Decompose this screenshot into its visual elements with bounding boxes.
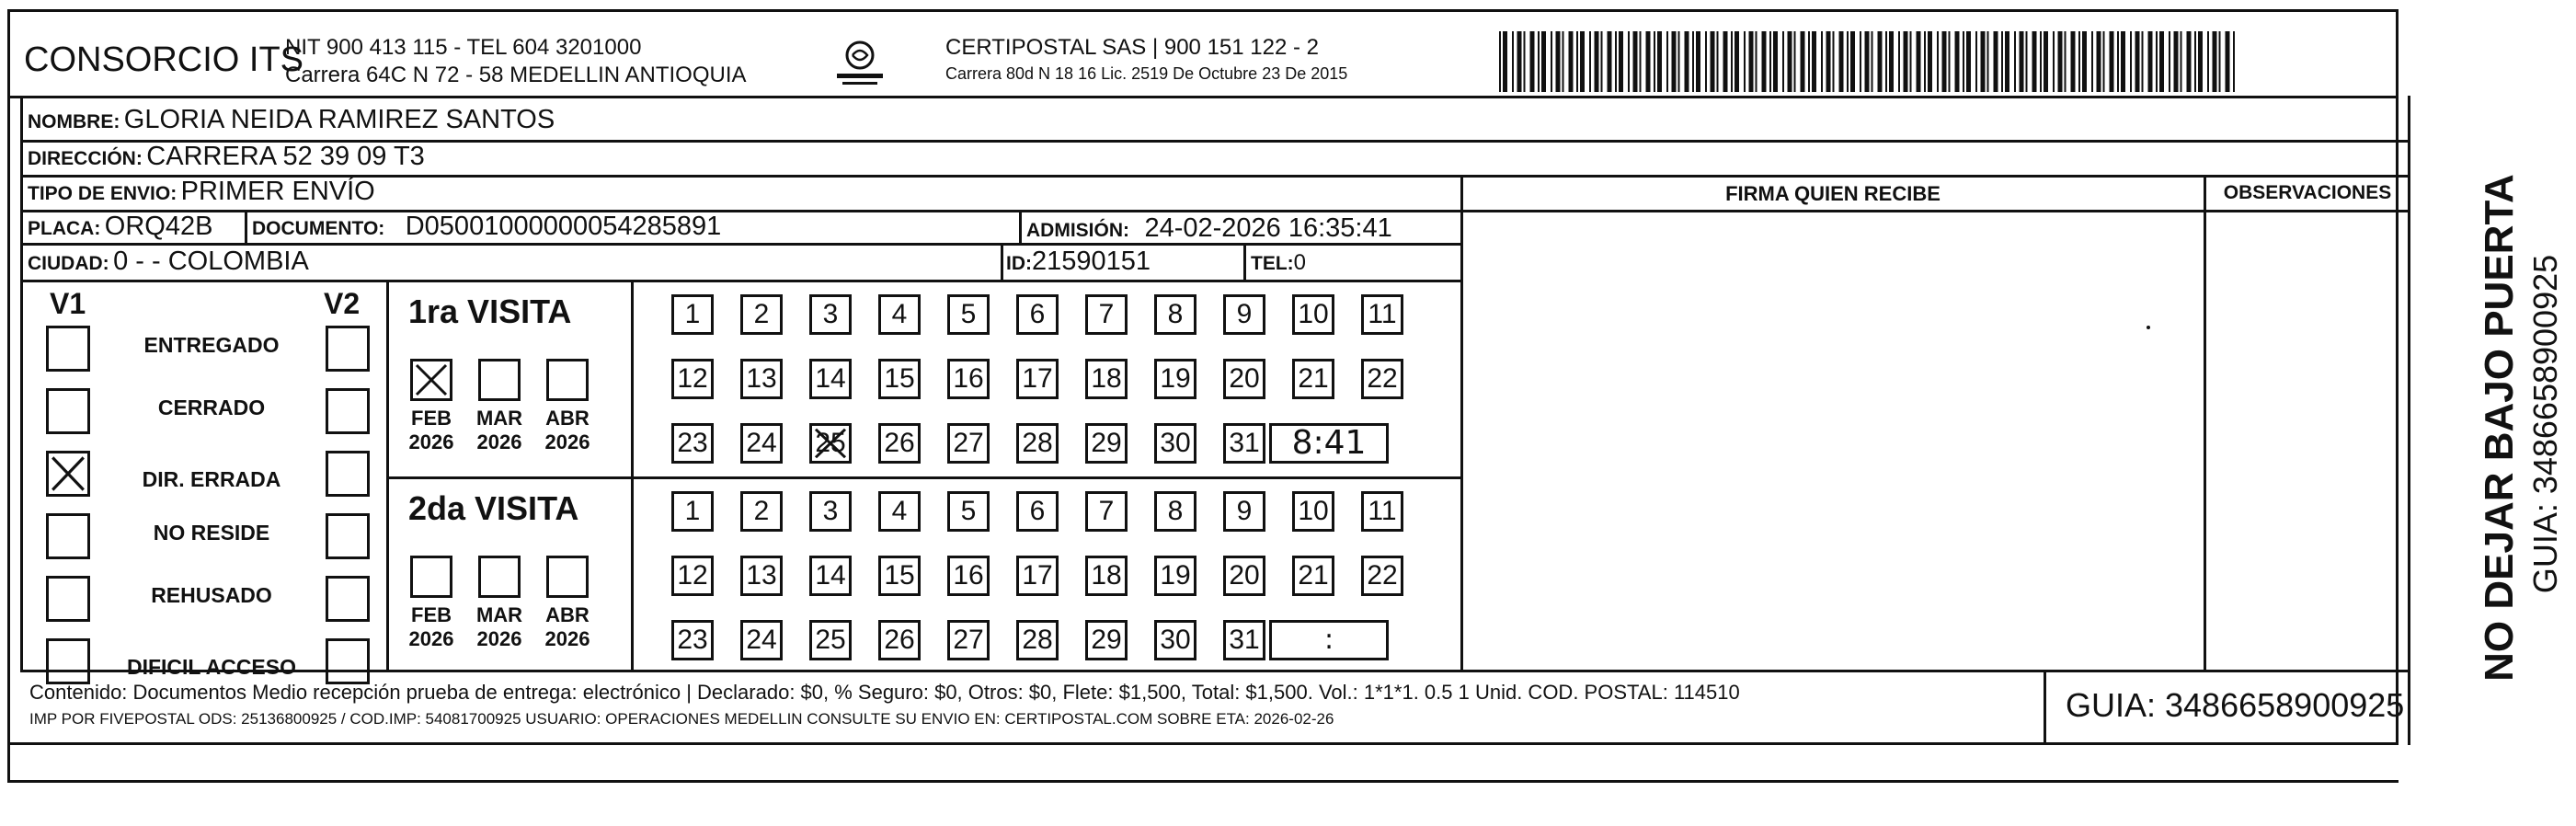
- barcode-bar: [2053, 31, 2055, 92]
- visit-day-box[interactable]: 13: [740, 556, 783, 596]
- nombre-row: [28, 105, 555, 135]
- nombre-value: GLORIA NEIDA RAMIREZ SANTOS: [123, 105, 555, 134]
- visit-month-checkbox[interactable]: [410, 556, 452, 598]
- v1-label: V1: [50, 287, 86, 320]
- barcode-bar: [1580, 31, 1585, 92]
- barcode-bar: [1847, 31, 1849, 92]
- barcode-bar: [1640, 31, 1642, 92]
- visit-day-box[interactable]: 20: [1223, 556, 1265, 596]
- company-nit: NIT 900 413 115 - TEL 604 3201000: [285, 35, 642, 60]
- month-name: MAR: [475, 407, 523, 430]
- barcode-bar: [1942, 31, 1947, 92]
- visit-month-divider: [631, 280, 634, 671]
- barcode-bar: [1503, 31, 1507, 92]
- visit-day-box[interactable]: 11: [1361, 491, 1403, 532]
- visit-day-box[interactable]: 11: [1361, 294, 1403, 335]
- footer-guia: GUIA: 3486658900925: [2066, 686, 2405, 724]
- nombre-label: NOMBRE:: [28, 111, 120, 132]
- barcode-bar: [2135, 31, 2140, 92]
- barcode-bar: [1569, 31, 1574, 92]
- barcode-bar: [1512, 31, 1514, 92]
- month-name: FEB: [411, 603, 452, 626]
- barcode-bar: [1808, 31, 1810, 92]
- visit-month-label: [399, 603, 464, 651]
- barcode-bar: [2169, 31, 2170, 92]
- visit-day-box[interactable]: 29: [1085, 423, 1128, 464]
- barcode-bar: [2198, 31, 2203, 92]
- barcode-bar: [1872, 31, 1873, 92]
- barcode-bar: [2181, 31, 2182, 92]
- courier-address: Carrera 80d N 18 16 Lic. 2519 De Octubre 23 De 2015: [945, 64, 1348, 83]
- visit-day-box[interactable]: 15: [878, 359, 921, 399]
- placa-value: ORQ42B: [104, 212, 213, 241]
- visit-day-box[interactable]: 22: [1361, 556, 1403, 596]
- visit-day-box[interactable]: 7: [1085, 294, 1128, 335]
- observaciones-label: OBSERVACIONES: [2223, 182, 2392, 203]
- visit-day-box[interactable]: 8: [1154, 491, 1196, 532]
- month-name: MAR: [475, 603, 523, 626]
- barcode-bar: [1850, 31, 1855, 92]
- signature-left-line: [1460, 175, 1463, 671]
- barcode-bar: [2130, 31, 2132, 92]
- status-v1-checkbox[interactable]: [46, 638, 90, 684]
- visit-day-box[interactable]: 4: [878, 491, 921, 532]
- month-year: 2026: [408, 430, 454, 453]
- barcode-bar: [1589, 31, 1591, 92]
- footer-guia-divider: [2044, 670, 2046, 745]
- tel-divider: [1243, 243, 1246, 280]
- visit-day-box[interactable]: 2: [740, 294, 783, 335]
- barcode-bar: [2142, 31, 2144, 92]
- barcode-bar: [1981, 31, 1986, 92]
- row-line-6: [20, 670, 2410, 672]
- month-year: 2026: [408, 627, 454, 650]
- placa-row: [28, 212, 212, 242]
- visit-day-box[interactable]: 9: [1223, 294, 1265, 335]
- visit-title: 2da VISITA: [408, 489, 579, 527]
- barcode-bar: [1955, 31, 1960, 92]
- barcode-bar: [1885, 31, 1887, 92]
- visit-day-box[interactable]: 15: [878, 556, 921, 596]
- id-divider: [1001, 243, 1003, 280]
- barcode-bar: [1773, 31, 1778, 92]
- status-v2-checkbox[interactable]: [326, 576, 370, 622]
- footer-contenido: Contenido: Documentos Medio recepción prueba de entrega: electrónico | Declarado: $0, % Seguro: $0, Otros: $0, Flete: $1,500, Total: $1,500. Vol.: 1*1*1. 0.5 1 Unid. COD. POSTAL: 114510: [29, 681, 1740, 704]
- barcode-bar: [1904, 31, 1908, 92]
- courier-name: CERTIPOSTAL SAS | 900 151 122 - 2: [945, 35, 1319, 60]
- barcode-bar: [1517, 31, 1522, 92]
- barcode-bar: [1788, 31, 1792, 92]
- barcode-bar: [1692, 31, 1694, 92]
- visit-month-checkbox[interactable]: [546, 359, 589, 401]
- barcode-bar: [1917, 31, 1921, 92]
- tipo-row: [28, 177, 375, 207]
- month-year: 2026: [476, 627, 522, 650]
- visit-day-box[interactable]: 12: [671, 556, 714, 596]
- visit-day-box[interactable]: 18: [1085, 556, 1128, 596]
- visit-day-box[interactable]: 1: [671, 491, 714, 532]
- header-divider: [7, 96, 2399, 98]
- barcode-bar: [1994, 31, 1998, 92]
- status-label: REHUSADO: [151, 583, 272, 607]
- barcode-bar: [1949, 31, 1951, 92]
- month-name: FEB: [411, 407, 452, 430]
- direccion-label: DIRECCIÓN:: [28, 148, 143, 169]
- visit-day-box[interactable]: 22: [1361, 359, 1403, 399]
- documento-label: DOCUMENTO:: [252, 218, 385, 239]
- barcode-bar: [2032, 31, 2037, 92]
- barcode-bar: [2097, 31, 2101, 92]
- barcode-bar: [1966, 31, 1971, 92]
- barcode-bar: [1801, 31, 1805, 92]
- visit-month-label: [467, 603, 532, 651]
- placa-divider: [245, 210, 247, 245]
- side-text: [2417, 101, 2564, 745]
- visit-day-box[interactable]: 5: [947, 294, 990, 335]
- barcode-bar: [1666, 31, 1668, 92]
- barcode-bar: [1812, 31, 1816, 92]
- barcode-bar: [1839, 31, 1844, 92]
- status-v1-checkbox[interactable]: [46, 576, 90, 622]
- visit-month-label: [467, 407, 532, 454]
- barcode-bar: [2078, 31, 2080, 92]
- visit-day-box[interactable]: 27: [947, 423, 990, 464]
- barcode-bar: [1499, 31, 1501, 92]
- visit-day-box[interactable]: 31: [1223, 620, 1265, 660]
- barcode-bar: [1696, 31, 1700, 92]
- barcode-bar: [1769, 31, 1771, 92]
- barcode-bar: [1731, 31, 1733, 92]
- barcode-bar: [1524, 31, 1526, 92]
- barcode-bar: [2194, 31, 2196, 92]
- v2-label: V2: [324, 287, 361, 320]
- visit-day-box[interactable]: 28: [1016, 423, 1059, 464]
- visit-day-box[interactable]: 2: [740, 491, 783, 532]
- tel-label: TEL:: [1251, 253, 1294, 274]
- barcode-bar: [2071, 31, 2076, 92]
- barcode-bar: [1744, 31, 1746, 92]
- visit-day-box[interactable]: 21: [1292, 556, 1334, 596]
- status-label: NO RESIDE: [153, 521, 270, 545]
- visit-day-box[interactable]: 13: [740, 359, 783, 399]
- barcode-bar: [2187, 31, 2192, 92]
- admision-label: ADMISIÓN:: [1026, 220, 1129, 241]
- barcode-bar: [2110, 31, 2114, 92]
- visit-day-box[interactable]: 17: [1016, 359, 1059, 399]
- visit-day-box[interactable]: 3: [809, 491, 852, 532]
- visit-month-checkbox[interactable]: [478, 556, 521, 598]
- barcode-bar: [2213, 31, 2217, 92]
- id-row: [1006, 247, 1151, 277]
- barcode-bar: [1678, 31, 1680, 92]
- visit-day-box[interactable]: 23: [671, 620, 714, 660]
- visit-day-box[interactable]: 26: [878, 423, 921, 464]
- visit-day-box[interactable]: 14: [809, 359, 852, 399]
- barcode-bar: [1551, 31, 1552, 92]
- status-v1-checkbox[interactable]: [46, 513, 90, 559]
- barcode-bar: [2207, 31, 2209, 92]
- barcode-bar: [1794, 31, 1796, 92]
- barcode-bar: [1646, 31, 1651, 92]
- side-guia: GUIA: 3486658900925: [2526, 254, 2564, 594]
- ciudad-label: CIUDAD:: [28, 253, 109, 274]
- barcode-bar: [1937, 31, 1939, 92]
- visit-day-box[interactable]: 12: [671, 359, 714, 399]
- visit-day-box[interactable]: 24: [740, 423, 783, 464]
- barcode-bar: [2226, 31, 2230, 92]
- barcode-bar: [2001, 31, 2003, 92]
- barcode-bar: [1685, 31, 1689, 92]
- row-line-2: [20, 175, 2410, 178]
- month-year: 2026: [544, 430, 590, 453]
- barcode-bar: [1657, 31, 1662, 92]
- visit-day-box[interactable]: 1: [671, 294, 714, 335]
- visit-day-box[interactable]: 25: [809, 423, 852, 464]
- visit-time-box[interactable]: 8:41: [1269, 423, 1389, 464]
- barcode-bar: [1717, 31, 1719, 92]
- barcode-bar: [2040, 31, 2042, 92]
- visit-month-checkbox[interactable]: [478, 359, 521, 401]
- barcode-bar: [1928, 31, 1932, 92]
- status-v1-checkbox[interactable]: [46, 451, 90, 497]
- status-v2-checkbox[interactable]: [326, 388, 370, 434]
- barcode-bar: [1608, 31, 1612, 92]
- visit-month-label: [399, 407, 464, 454]
- tipo-label: TIPO DE ENVIO:: [28, 183, 177, 204]
- barcode-bar: [1749, 31, 1754, 92]
- barcode-bar: [2026, 31, 2028, 92]
- visit-day-box[interactable]: 18: [1085, 359, 1128, 399]
- barcode-bar: [2065, 31, 2067, 92]
- visit-day-box[interactable]: 7: [1085, 491, 1128, 532]
- admision-row: [1026, 213, 1392, 244]
- documento-value: D05001000000054285891: [405, 212, 722, 241]
- visit-day-box[interactable]: 17: [1016, 556, 1059, 596]
- barcode-bar: [1756, 31, 1757, 92]
- visit-title: 1ra VISITA: [408, 293, 572, 330]
- visit-day-box[interactable]: 8: [1154, 294, 1196, 335]
- barcode-bar: [2058, 31, 2063, 92]
- visit-day-box[interactable]: 19: [1154, 556, 1196, 596]
- barcode-bar: [2005, 31, 2009, 92]
- tel-row: [1251, 250, 1306, 276]
- barcode-bar: [2117, 31, 2119, 92]
- visit-month-checkbox[interactable]: [546, 556, 589, 598]
- visit-day-box[interactable]: 24: [740, 620, 783, 660]
- barcode-bar: [2156, 31, 2158, 92]
- month-name: ABR: [545, 603, 590, 626]
- status-label: CERRADO: [157, 396, 266, 419]
- barcode-bar: [1833, 31, 1835, 92]
- visit-day-box[interactable]: 10: [1292, 294, 1334, 335]
- status-v1-checkbox[interactable]: [46, 388, 90, 434]
- barcode-bar: [2014, 31, 2016, 92]
- barcode-bar: [2091, 31, 2093, 92]
- observaciones-left-line: [2204, 175, 2206, 671]
- ciudad-value: 0 - - COLOMBIA: [113, 247, 309, 276]
- barcode-bar: [1672, 31, 1677, 92]
- visit-day-box[interactable]: 26: [878, 620, 921, 660]
- visit-month-label: [535, 407, 600, 454]
- visit-day-box[interactable]: 28: [1016, 620, 1059, 660]
- admision-value: 24-02-2026 16:35:41: [1144, 213, 1392, 243]
- visit-divider: [386, 476, 1462, 479]
- barcode-bar: [2219, 31, 2221, 92]
- barcode-bar: [1924, 31, 1926, 92]
- month-year: 2026: [544, 627, 590, 650]
- firma-label: FIRMA QUIEN RECIBE: [1725, 182, 1941, 205]
- barcode-bar: [2174, 31, 2179, 92]
- barcode-bar: [1601, 31, 1603, 92]
- row-line-5: [20, 280, 1462, 282]
- documento-row: [252, 212, 721, 242]
- barcode-bar: [1860, 31, 1861, 92]
- barcode-bar: [2082, 31, 2087, 92]
- form-left-line: [20, 96, 23, 671]
- id-value: 21590151: [1032, 247, 1151, 276]
- status-v1-checkbox[interactable]: [46, 326, 90, 372]
- barcode-bar: [1878, 31, 1883, 92]
- visit-month-label: [535, 603, 600, 651]
- barcode-bar: [1654, 31, 1655, 92]
- status-divider: [386, 280, 389, 671]
- barcode-bar: [1556, 31, 1561, 92]
- visit-day-box[interactable]: 20: [1223, 359, 1265, 399]
- barcode-bar: [1723, 31, 1728, 92]
- visit-day-box[interactable]: 19: [1154, 359, 1196, 399]
- left-edge-line: [7, 9, 10, 782]
- status-v2-checkbox[interactable]: [326, 638, 370, 684]
- status-v2-checkbox[interactable]: [326, 326, 370, 372]
- tel-value: 0: [1293, 250, 1307, 275]
- barcode-bar: [2121, 31, 2125, 92]
- bottom-edge-line: [7, 780, 2399, 783]
- footer-imp: IMP POR FIVEPOSTAL ODS: 25136800925 / COD.IMP: 54081700925 USUARIO: OPERACIONES MEDELLIN CONSULTE SU ENVIO EN: CERTIPOSTAL.COM SOBRE ETA: 2026-02-26: [29, 710, 1334, 728]
- visit-month-checkbox[interactable]: [410, 359, 452, 401]
- visit-day-box[interactable]: 10: [1292, 491, 1334, 532]
- barcode-bar: [1615, 31, 1617, 92]
- company-address: Carrera 64C N 72 - 58 MEDELLIN ANTIOQUIA: [285, 63, 747, 87]
- barcode-bar: [1705, 31, 1707, 92]
- id-label: ID:: [1006, 253, 1032, 274]
- barcode-bar: [2159, 31, 2164, 92]
- barcode-bar: [1963, 31, 1964, 92]
- visit-day-box[interactable]: 30: [1154, 620, 1196, 660]
- direccion-row: [28, 142, 425, 172]
- barcode-bar: [1889, 31, 1894, 92]
- visit-day-box[interactable]: 21: [1292, 359, 1334, 399]
- visit-day-box[interactable]: 9: [1223, 491, 1265, 532]
- barcode-bar: [1563, 31, 1564, 92]
- barcode-bar: [1821, 31, 1823, 92]
- barcode-bar: [1633, 31, 1638, 92]
- status-v2-checkbox[interactable]: [326, 451, 370, 497]
- barcode-bar: [1595, 31, 1599, 92]
- barcode-bar: [1865, 31, 1870, 92]
- barcode-bar: [1619, 31, 1623, 92]
- barcode-bar: [1898, 31, 1900, 92]
- visit-day-box[interactable]: 6: [1016, 294, 1059, 335]
- barcode-bar: [1826, 31, 1831, 92]
- barcode-bar: [1541, 31, 1546, 92]
- no-dejar-bajo-puerta: NO DEJAR BAJO PUERTA: [2477, 174, 2522, 682]
- barcode-bar: [1711, 31, 1715, 92]
- visit-day-box[interactable]: 29: [1085, 620, 1128, 660]
- direccion-value: CARRERA 52 39 09 T3: [146, 142, 425, 171]
- status-label: DIFICIL ACCESO: [126, 655, 296, 679]
- visit-day-box[interactable]: 30: [1154, 423, 1196, 464]
- barcode-bar: [1987, 31, 1989, 92]
- barcode-bar: [1530, 31, 1535, 92]
- visit-day-box[interactable]: 23: [671, 423, 714, 464]
- barcode-bar: [1910, 31, 1912, 92]
- barcode-bar: [1762, 31, 1767, 92]
- barcode-bar: [1975, 31, 1977, 92]
- barcode-bar: [2148, 31, 2153, 92]
- barcode-bar: [2044, 31, 2048, 92]
- ciudad-row: [28, 247, 309, 277]
- admision-divider: [1019, 210, 1022, 245]
- certipostal-logo: [828, 37, 892, 90]
- barcode-bar: [1538, 31, 1540, 92]
- barcode-bar: [1628, 31, 1630, 92]
- company-name: CONSORCIO ITS: [24, 40, 304, 79]
- visit-day-box[interactable]: 27: [947, 620, 990, 660]
- visit-day-box[interactable]: 16: [947, 359, 990, 399]
- barcode-bar: [1576, 31, 1578, 92]
- tipo-value: PRIMER ENVÍO: [180, 177, 375, 206]
- status-label: DIR. ERRADA: [142, 467, 281, 491]
- visit-day-box[interactable]: 31: [1223, 423, 1265, 464]
- visit-day-box[interactable]: 3: [809, 294, 852, 335]
- month-name: ABR: [545, 407, 590, 430]
- placa-label: PLACA:: [28, 218, 101, 239]
- barcode-bar: [1735, 31, 1739, 92]
- barcode-bar: [2020, 31, 2024, 92]
- barcode: [1499, 31, 2235, 92]
- signature-dot: [2147, 326, 2150, 329]
- visit-day-box[interactable]: 4: [878, 294, 921, 335]
- visit-time-box[interactable]: :: [1269, 620, 1389, 660]
- visit-day-box[interactable]: 14: [809, 556, 852, 596]
- visit-day-box[interactable]: 6: [1016, 491, 1059, 532]
- month-year: 2026: [476, 430, 522, 453]
- barcode-bar: [2103, 31, 2105, 92]
- barcode-bar: [2233, 31, 2235, 92]
- visit-day-box[interactable]: 16: [947, 556, 990, 596]
- barcode-bar: [1782, 31, 1784, 92]
- status-v2-checkbox[interactable]: [326, 513, 370, 559]
- visit-day-box[interactable]: 25: [809, 620, 852, 660]
- visit-day-box[interactable]: 5: [947, 491, 990, 532]
- status-label: ENTREGADO: [143, 333, 280, 357]
